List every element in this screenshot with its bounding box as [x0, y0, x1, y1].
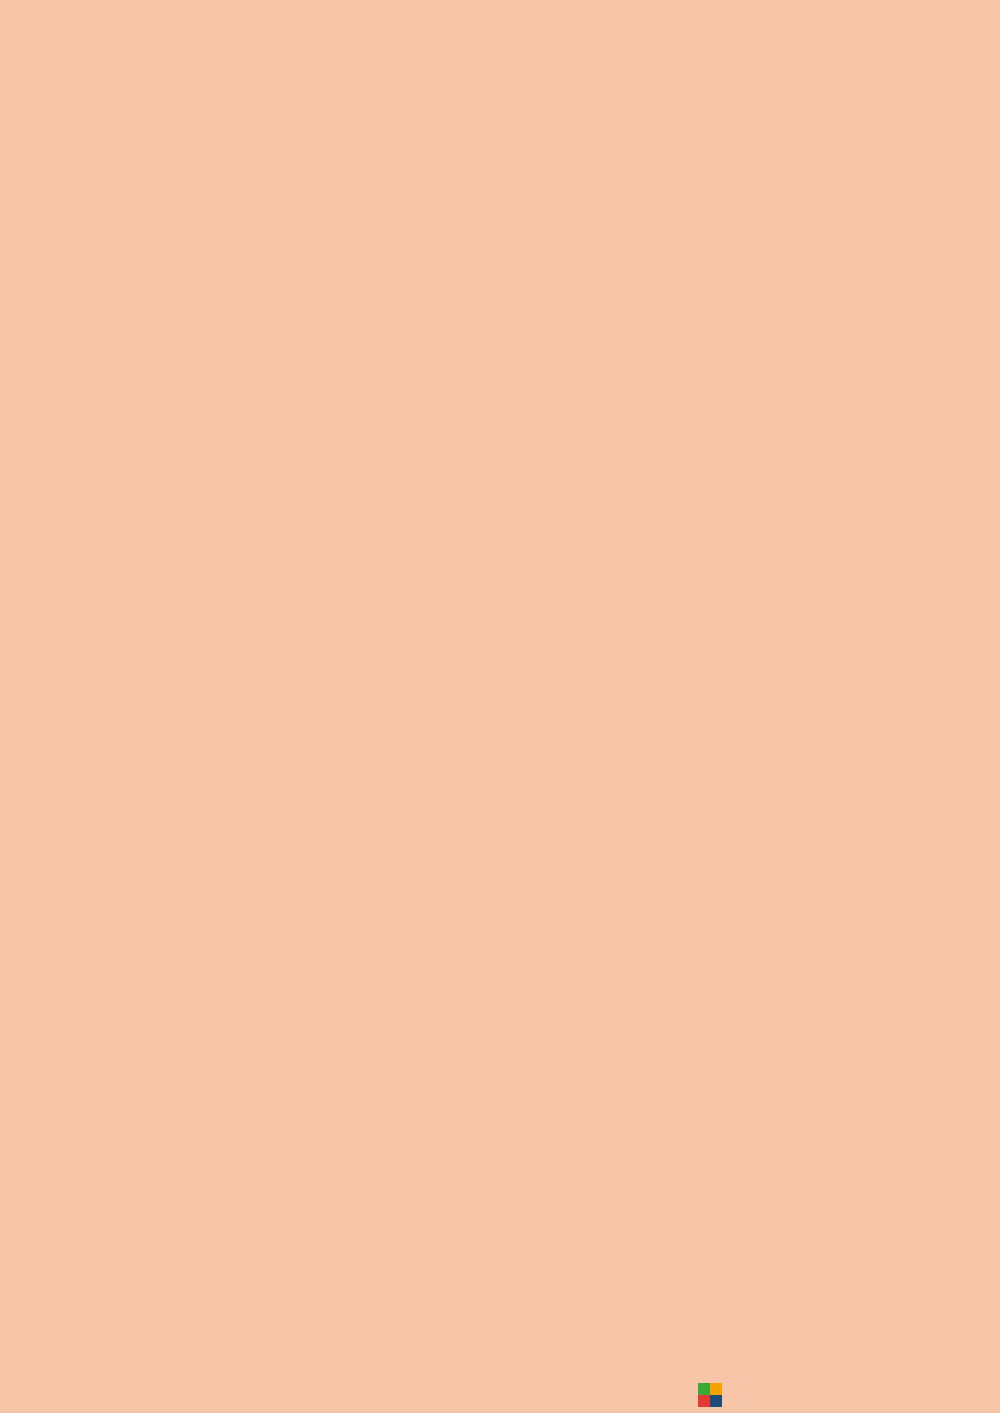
liveworksheets-badge-icon [698, 1383, 722, 1407]
badge-letter [698, 1383, 710, 1395]
badge-letter [698, 1395, 710, 1407]
badge-letter [710, 1395, 722, 1407]
liveworksheets-logo [698, 1378, 725, 1412]
badge-letter [710, 1383, 722, 1395]
